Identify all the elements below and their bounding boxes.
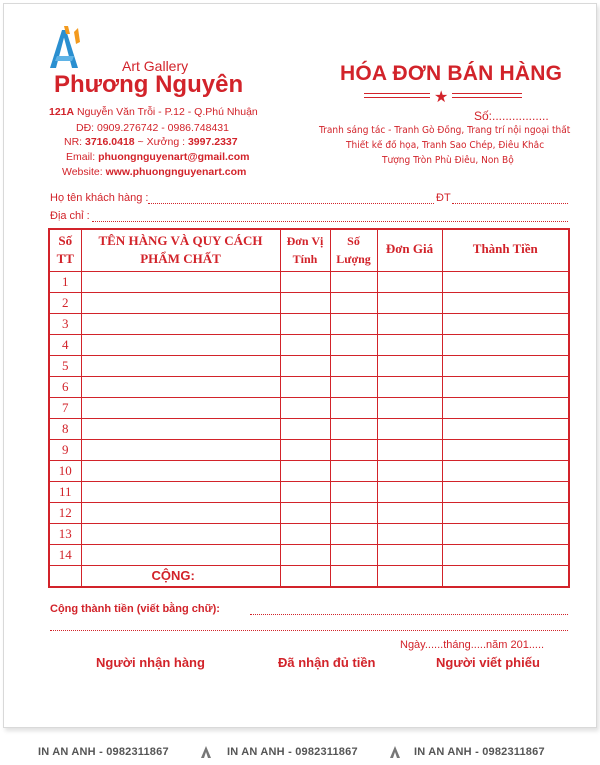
table-row	[49, 418, 569, 439]
price-cell[interactable]	[377, 397, 442, 418]
price-cell[interactable]	[377, 376, 442, 397]
amount-cell[interactable]	[442, 397, 569, 418]
amount-cell[interactable]	[442, 313, 569, 334]
service-line-1: Tranh sáng tác - Tranh Gò Đồng, Trang trí nội ngoại thất	[319, 125, 571, 136]
company-email: Email: phuongnguyenart@gmail.com	[66, 151, 250, 163]
table-row	[49, 313, 569, 334]
table-row	[49, 523, 569, 544]
qty-cell[interactable]	[330, 439, 377, 460]
unit-cell[interactable]	[280, 292, 330, 313]
company-address: 121A Nguyễn Văn Trỗi - P.12 - Q.Phú Nhuận	[49, 106, 258, 118]
header-unit: Đơn Vị Tính	[280, 229, 330, 271]
product-cell[interactable]	[81, 292, 280, 313]
row-number: 10	[49, 460, 81, 481]
row-number: 5	[49, 355, 81, 376]
product-cell[interactable]	[81, 376, 280, 397]
unit-cell[interactable]	[280, 502, 330, 523]
company-name: Phương Nguyên	[54, 71, 244, 98]
product-cell[interactable]	[81, 418, 280, 439]
amount-in-words-line-2[interactable]	[50, 630, 568, 631]
company-phone: DĐ: 0909.276742 - 0986.748431	[76, 122, 229, 134]
amount-cell[interactable]	[442, 481, 569, 502]
items-table	[48, 228, 570, 588]
price-cell[interactable]	[377, 481, 442, 502]
amount-cell[interactable]	[442, 271, 569, 292]
amount-cell[interactable]	[442, 544, 569, 565]
product-cell[interactable]	[81, 397, 280, 418]
customer-phone-line[interactable]	[452, 203, 568, 204]
service-line-3: Tượng Tròn Phù Điêu, Non Bộ	[382, 155, 514, 166]
table-row	[49, 439, 569, 460]
row-number: 4	[49, 334, 81, 355]
product-cell[interactable]	[81, 544, 280, 565]
table-header-row	[49, 229, 569, 271]
price-cell[interactable]	[377, 271, 442, 292]
amount-cell[interactable]	[442, 292, 569, 313]
price-cell[interactable]	[377, 334, 442, 355]
row-number: 11	[49, 481, 81, 502]
watermark-text-2: IN AN ANH - 0982311867	[227, 746, 358, 758]
company-nr: NR: 3716.0418 ~ Xưởng : 3997.2337	[64, 136, 238, 148]
customer-address-line[interactable]	[92, 221, 568, 222]
price-cell[interactable]	[377, 292, 442, 313]
price-cell[interactable]	[377, 355, 442, 376]
customer-phone-label: ĐT	[436, 192, 451, 204]
amount-cell[interactable]	[442, 418, 569, 439]
qty-cell[interactable]	[330, 397, 377, 418]
amount-cell[interactable]	[442, 355, 569, 376]
table-row	[49, 271, 569, 292]
watermark-logo-icon-1	[200, 745, 212, 759]
amount-cell[interactable]	[442, 502, 569, 523]
unit-cell[interactable]	[280, 355, 330, 376]
row-number: 7	[49, 397, 81, 418]
row-number: 12	[49, 502, 81, 523]
price-cell[interactable]	[377, 460, 442, 481]
product-cell[interactable]	[81, 271, 280, 292]
row-number: 14	[49, 544, 81, 565]
customer-name-line[interactable]	[148, 203, 434, 204]
unit-cell[interactable]	[280, 334, 330, 355]
unit-cell[interactable]	[280, 418, 330, 439]
total-label: CỘNG:	[81, 565, 280, 587]
qty-cell[interactable]	[330, 313, 377, 334]
total-amount-cell[interactable]	[442, 565, 569, 587]
amount-in-words-line[interactable]	[250, 614, 568, 615]
row-number: 9	[49, 439, 81, 460]
customer-name-label: Họ tên khách hàng :	[50, 192, 149, 204]
star-icon: ★	[434, 89, 449, 106]
watermark-text-3: IN AN ANH - 0982311867	[414, 746, 545, 758]
company-logo	[44, 24, 84, 70]
company-website: Website: www.phuongnguyenart.com	[62, 166, 247, 178]
signature-received-full: Đã nhận đủ tiền	[278, 655, 376, 670]
product-cell[interactable]	[81, 355, 280, 376]
title-rule-left-2	[364, 97, 430, 98]
price-cell[interactable]	[377, 313, 442, 334]
qty-cell[interactable]	[330, 376, 377, 397]
date-line: Ngày......tháng.....năm 201.....	[400, 639, 545, 651]
total-row	[49, 565, 569, 587]
watermark-text-1: IN AN ANH - 0982311867	[38, 746, 169, 758]
qty-cell[interactable]	[330, 544, 377, 565]
table-row	[49, 481, 569, 502]
unit-cell[interactable]	[280, 481, 330, 502]
table-row	[49, 334, 569, 355]
unit-cell[interactable]	[280, 544, 330, 565]
watermark-logo-icon-2	[389, 745, 401, 759]
table-row	[49, 376, 569, 397]
service-line-2: Thiết kế đồ họa, Tranh Sao Chép, Điêu Khắc	[346, 140, 545, 151]
unit-cell[interactable]	[280, 271, 330, 292]
table-row	[49, 355, 569, 376]
customer-address-label: Địa chỉ :	[50, 210, 90, 222]
qty-cell[interactable]	[330, 460, 377, 481]
qty-cell[interactable]	[330, 292, 377, 313]
unit-cell[interactable]	[280, 460, 330, 481]
price-cell[interactable]	[377, 418, 442, 439]
qty-cell[interactable]	[330, 355, 377, 376]
invoice-title: HÓA ĐƠN BÁN HÀNG	[340, 62, 563, 85]
invoice-number: Số:.................	[474, 109, 549, 123]
qty-cell[interactable]	[330, 502, 377, 523]
header-stt: Số TT	[49, 229, 81, 271]
amount-in-words-label: Cộng thành tiền (viết bằng chữ):	[50, 603, 220, 615]
row-number: 8	[49, 418, 81, 439]
qty-cell[interactable]	[330, 523, 377, 544]
table-row	[49, 460, 569, 481]
title-rule-left-1	[364, 93, 430, 94]
product-cell[interactable]	[81, 502, 280, 523]
amount-cell[interactable]	[442, 334, 569, 355]
title-rule-right-1	[452, 93, 522, 94]
amount-cell[interactable]	[442, 460, 569, 481]
unit-cell[interactable]	[280, 313, 330, 334]
title-rule-right-2	[452, 97, 522, 98]
qty-cell[interactable]	[330, 481, 377, 502]
amount-cell[interactable]	[442, 523, 569, 544]
amount-cell[interactable]	[442, 439, 569, 460]
row-number: 3	[49, 313, 81, 334]
price-cell[interactable]	[377, 439, 442, 460]
company-tagline: Art Gallery	[122, 58, 189, 74]
unit-cell[interactable]	[280, 439, 330, 460]
signature-writer: Người viết phiếu	[436, 655, 540, 670]
product-cell[interactable]	[81, 334, 280, 355]
table-row	[49, 292, 569, 313]
row-number: 1	[49, 271, 81, 292]
price-cell[interactable]	[377, 544, 442, 565]
qty-cell[interactable]	[330, 271, 377, 292]
product-cell[interactable]	[81, 523, 280, 544]
table-row	[49, 397, 569, 418]
header-amount: Thành Tiền	[442, 229, 569, 271]
row-number: 2	[49, 292, 81, 313]
row-number: 6	[49, 376, 81, 397]
qty-cell[interactable]	[330, 334, 377, 355]
row-number: 13	[49, 523, 81, 544]
product-cell[interactable]	[81, 313, 280, 334]
product-cell[interactable]	[81, 439, 280, 460]
price-cell[interactable]	[377, 523, 442, 544]
header-product: TÊN HÀNG VÀ QUY CÁCH PHẨM CHẤT	[81, 229, 280, 271]
qty-cell[interactable]	[330, 418, 377, 439]
unit-cell[interactable]	[280, 397, 330, 418]
header-price: Đơn Giá	[377, 229, 442, 271]
product-cell[interactable]	[81, 460, 280, 481]
table-row	[49, 502, 569, 523]
product-cell[interactable]	[81, 481, 280, 502]
price-cell[interactable]	[377, 502, 442, 523]
unit-cell[interactable]	[280, 376, 330, 397]
unit-cell[interactable]	[280, 523, 330, 544]
header-qty: Số Lượng	[330, 229, 377, 271]
table-row	[49, 544, 569, 565]
amount-cell[interactable]	[442, 376, 569, 397]
signature-receiver: Người nhận hàng	[96, 655, 205, 670]
